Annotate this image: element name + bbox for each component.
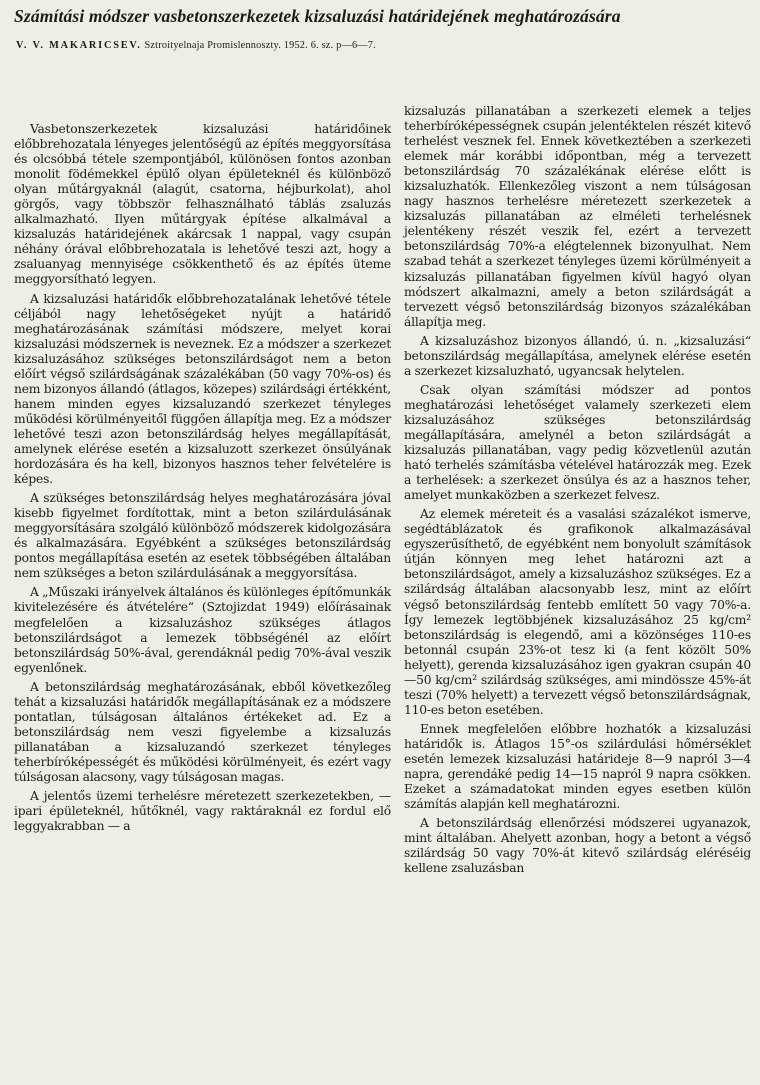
paragraph: Ennek megfelelően előbbre hozhatók a kizsaluzási határidők is. Átlagos 15°-os szilárdulási hőmérséklet esetén lemezek kizsaluzási határideje 8—9 napról 3—4 napra, gerendáké pedig 14—15 napról 9 napra csökken. Ezeket a számadatokat minden egyes esetben külön számítás alapján kell meghatározni. [404, 721, 751, 812]
left-column [14, 104, 391, 838]
paragraph: Az elemek méreteit és a vasalási százalékot ismerve, segédtáblázatok és grafikonok alkalmazásával egyszerűsíthető, de egyébként nem bonyolult számítások útján könnyen meg lehet határozni azt a betonszilárdságot, amely a kizsaluzáshoz szükséges. Ez a szilárdság általában alacsonyabb lesz, mint az előírt végső betonszilárdság fentebb említett 50 vagy 70%-a. Így lemezek legtöbbjének kizsaluzásához 25 kg/cm² betonszilárdság is elegendő, ami a közönséges 110-es betonnál csupán 23%-ot tesz ki (a fent közölt 50% helyett), gerenda kizsaluzásához igen gyakran csupán 40—50 kg/cm² szilárdság szükséges, ami mindössze 45%-át teszi (70% helyett) a tervezett végső betonszilárdságnak, 110-es beton esetében. [404, 507, 751, 717]
article-title: Számítási módszer vasbetonszerkezetek kizsaluzási határidejének meghatározására [14, 6, 621, 26]
paragraph: Vasbetonszerkezetek kizsaluzási határidőinek előbbrehozatala lényeges jelentőségű az építés meggyorsítása és olcsóbbá tétele szempontjából, különösen fontos azonban monolit födémekkel épülő olyan épületeknél és különböző olyan műtárgyaknál (alagút, csatorna, héjburkolat), ahol görgős, vagy többször felhasználható táblás zsaluzás alkalmazható. Ilyen műtárgyak építése alkalmával a kizsaluzás határidejének akárcsak 1 nappal, vagy csupán néhány órával előbbrehozatala is lehetővé teszi azt, hogy a zsaluanyag mennyisége csökkenthető és az építés üteme meggyorsítható legyen. [14, 122, 391, 287]
paragraph: A „Műszaki irányelvek általános és különleges építőmunkák kivitelezésére és átvételére“ (Sztojizdat 1949) előírásainak megfelelően a kizsaluzáshoz szükséges átlagos betonszilárdságot a lemezek többségénél az előírt betonszilárdság 50%-ával, gerendáknál pedig 70%-ával veszik egyenlőnek. [14, 585, 391, 675]
source-citation: Sztroityelnaja Promislennoszty. 1952. 6. sz. p—6—7. [144, 40, 376, 51]
paragraph: Csak olyan számítási módszer ad pontos meghatározási lehetőséget valamely szerkezeti elem kizsaluzásához szükséges betonszilárdság megállapítására, amelynél a beton szilárdságát a kizsaluzás pillanatában, vagy pedig közvetlenül azután ható terhelés számításba vételével határozzák meg. Ezek a terhelések: a szerkezet önsúlya és az a hasznos teher, amelyet munkaközben a szerkezet felvesz. [404, 382, 751, 503]
byline [16, 39, 750, 52]
paragraph: A kizsaluzáshoz bizonyos állandó, ú. n. „kizsaluzási“ betonszilárdság megállapítása, amelynek elérése esetén a szerkezet kizsaluzható, ugyancsak helytelen. [404, 333, 751, 378]
paragraph: A betonszilárdság meghatározásának, ebből következőleg tehát a kizsaluzási határidők megállapításának ez a módszere pontatlan, túlságosan általános értékeket ad. Ez a betonszilárdság nem veszi figyelembe a kizsaluzás pillanatában a kizsaluzandó szerkezet tényleges teherbíróképességét és működési körülményeit, és ezért vagy túlságosan alacsony, vagy túlságosan magas. [14, 679, 391, 784]
paragraph: A kizsaluzási határidők előbbrehozatalának lehetővé tétele céljából nagy lehetőségeket nyújt a határidő meghatározásának számítási módszere, melyet korai kizsaluzási módszernek is neveznek. Ez a módszer a szerkezet kizsaluzásához szükséges betonszilárdságot nem a beton előírt végső szilárdságának százalékában (50 vagy 70%-os) és nem bizonyos állandó (átlagos, közepes) szilárdsági értékként, hanem minden egyes kizsaluzandó szerkezet tényleges működési körülményeitől függően állapítja meg. Ez a módszer lehetővé teszi azon betonszilárdság helyes megállapítását, amelynek elérése esetén a kizsaluzott szerkezet önsúlyának hordozására és ha kell, bizonyos hasznos teher felvételére is képes. [14, 291, 391, 487]
author-name: V. V. MAKARICSEV. [16, 40, 142, 51]
paragraph: A szükséges betonszilárdság helyes meghatározására jóval kisebb figyelmet fordítottak, mint a beton szilárdulásának meggyorsítására szolgáló különböző módszerek kidolgozására és alkalmazására. Egyébként a szükséges betonszilárdság pontos megállapítása esetén az esetek többségében általában nem szükséges a beton szilárdulásának a meggyorsítása. [14, 491, 391, 581]
paragraph: A jelentős üzemi terhelésre méretezett szerkezetekben, — ipari épületeknél, hűtőknél, vagy raktáraknál ez fordul elő leggyakrabban — a [14, 789, 391, 834]
paragraph: A betonszilárdság ellenőrzési módszerei ugyanazok, mint általában. Ahelyett azonban, hogy a betont a végső szilárdság 50 vagy 70%-át kitevő szilárdság eléréséig kellene zsaluzásban [404, 816, 751, 876]
right-column [404, 104, 751, 880]
paragraph: kizsaluzás pillanatában a szerkezeti elemek a teljes teherbíróképességnek csupán jelentéktelen részét kitevő terhelést vesznek fel. Ennek következtében a szerkezeti elemek már korábbi időpontban, még a tervezett betonszilárdság 70 százalékának elérése előtt is kizsaluzhatók. Ellenkezőleg viszont a nem túlságosan nagy hasznos terhelésre méretezett szerkezetek a kizsaluzás pillanatában az elméleti terhelésnek jelentékeny részét veszik fel, ezért a tervezett betonszilárdság 70%-a elégtelennek bizonyulhat. Nem szabad tehát a szerkezet tényleges üzemi körülményeit a kizsaluzás pillanatában figyelmen kívül hagyó olyan módszert alkalmazni, amely a beton szilárdságát a tervezett végső betonszilárdság bizonyos százalékában állapítja meg. [404, 104, 751, 329]
